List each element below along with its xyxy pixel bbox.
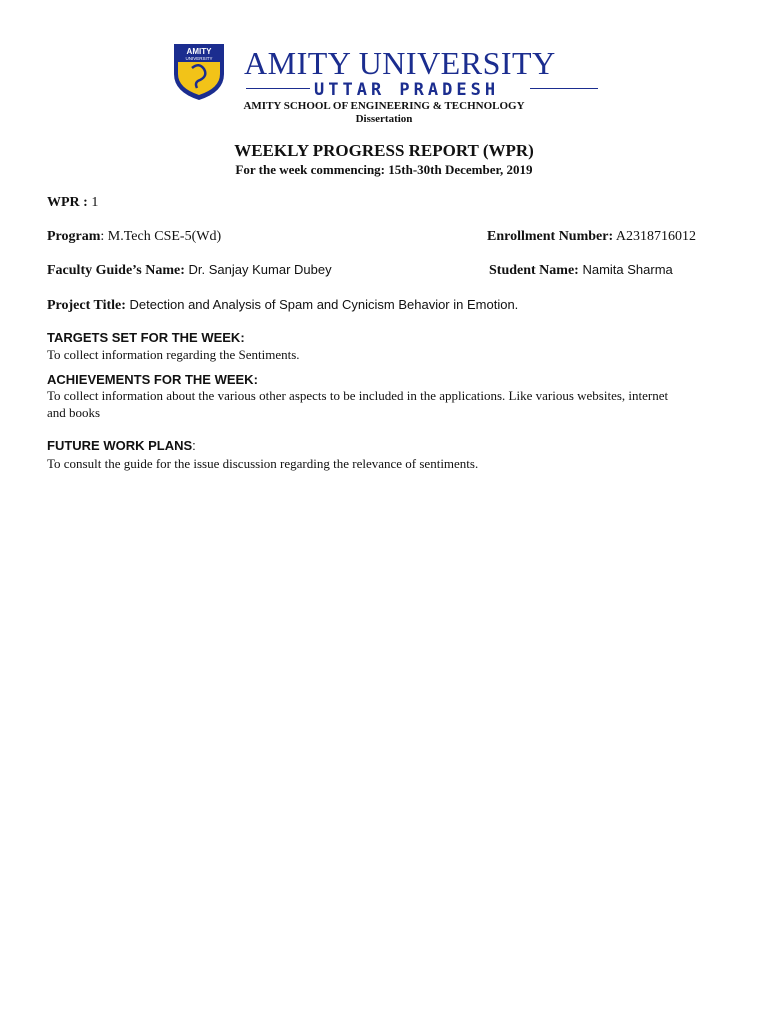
achievements-heading: ACHIEVEMENTS FOR THE WEEK: (47, 372, 258, 387)
wpr-label: WPR : (47, 195, 88, 210)
faculty-guide-value: Dr. Sanjay Kumar Dubey (184, 262, 332, 277)
amity-crest-logo (168, 42, 230, 102)
future-work-heading (47, 438, 196, 453)
wpr-value: 1 (87, 195, 99, 210)
crest-text: AMITY (186, 47, 212, 56)
achievements-text: To collect information about the various other aspects to be included in the applications. Like various websites, internet and books (47, 388, 669, 420)
student-label: Student Name: (489, 263, 579, 278)
university-name: AMITY UNIVERSITY (244, 45, 556, 81)
enrollment-row (487, 228, 696, 245)
targets-heading: TARGETS SET FOR THE WEEK: (47, 330, 245, 345)
crest-subtext: UNIVERSITY (185, 56, 213, 61)
dissertation-label: Dissertation (355, 113, 413, 125)
program-value: : M.Tech CSE-5(Wd) (100, 229, 222, 244)
program-label: Program (47, 229, 101, 244)
faculty-guide-label: Faculty Guide’s Name: (47, 263, 185, 278)
brand-rule-right (530, 88, 598, 89)
program-row (47, 228, 221, 245)
project-title-value: Detection and Analysis of Spam and Cynicism Behavior in Emotion. (125, 297, 519, 312)
week-commencing: For the week commencing: 15th-30th December, 2019 (235, 162, 533, 177)
university-region: UTTAR PRADESH (314, 80, 500, 100)
future-work-text: To consult the guide for the issue discussion regarding the relevance of sentiments. (47, 456, 479, 471)
brand-rule-left (246, 88, 310, 89)
faculty-guide-row (47, 261, 332, 279)
enrollment-value: A2318716012 (613, 229, 696, 244)
project-title-label: Project Title: (47, 298, 126, 313)
project-title-row (47, 296, 518, 314)
targets-text: To collect information regarding the Sentiments. (47, 347, 300, 362)
wpr-row (47, 194, 98, 211)
future-work-heading-text: FUTURE WORK PLANS (47, 438, 193, 453)
university-header (168, 40, 608, 106)
school-name: AMITY SCHOOL OF ENGINEERING & TECHNOLOGY (243, 100, 525, 112)
student-value: Namita Sharma (578, 262, 673, 277)
page-title: WEEKLY PROGRESS REPORT (WPR) (234, 141, 534, 160)
future-work-colon: : (192, 438, 196, 453)
enrollment-label: Enrollment Number: (487, 229, 614, 244)
student-row (489, 261, 673, 279)
